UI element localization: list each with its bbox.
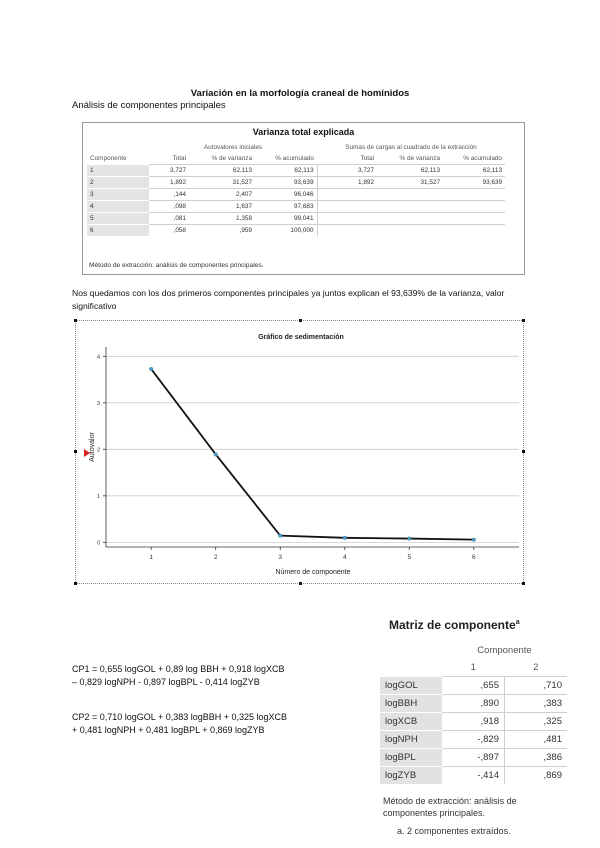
table-cell [443,201,505,213]
table-cell [317,213,377,225]
table-row [87,201,505,213]
table-cell: 62,113 [443,165,505,177]
table-cell: -,829 [442,731,505,749]
table-cell: -,414 [442,767,505,785]
column-header: % acumulado [275,155,314,162]
x-tick-labels [149,547,476,561]
x-tick-label: 4 [342,554,347,561]
table-cell: 99,041 [255,213,317,225]
table-cell: 31,527 [189,177,255,189]
table-cell: ,918 [442,713,505,731]
column-header: 1 [470,662,476,673]
x-tick-label: 3 [278,554,283,561]
data-point [214,453,218,457]
row-label: logGOL [380,677,442,695]
header-spacer [87,142,149,153]
table-cell: ,890 [442,695,505,713]
table-cell [377,189,443,201]
table-cell: ,098 [149,201,189,213]
table-cell: 3,727 [317,165,377,177]
table-cell [377,225,443,237]
table-cell: 62,113 [189,165,255,177]
eigenvalue-series-line [151,369,474,540]
document-title: Variación en la morfología craneal de homínidos [190,88,410,99]
matrix-title-superscript: a [515,619,520,626]
equation-cp1 [72,663,372,689]
header-spacer [380,642,442,659]
table-cell: ,655 [442,677,505,695]
table-row [87,189,505,201]
table-cell: ,869 [505,767,568,785]
y-tick-label: 2 [96,447,100,454]
table-cell: ,325 [505,713,568,731]
x-tick-label: 1 [149,554,153,561]
row-label: 4 [87,201,149,213]
column-header: % de varianza [399,155,440,162]
row-label: logBBH [380,695,442,713]
x-tick-label: 6 [472,554,476,561]
variance-table [82,122,525,275]
table-cell: 62,113 [377,165,443,177]
row-label: logXCB [380,713,442,731]
table-cell: 97,683 [255,201,317,213]
variance-table-footnote: Método de extracción: análisis de componentes principales. [89,262,264,269]
table-cell: 100,000 [255,225,317,237]
y-tick-label: 1 [96,493,100,500]
table-cell: ,058 [149,225,189,237]
column-header: Componente [90,155,127,162]
y-tick-label: 4 [96,354,100,361]
header-group-component: Componente [477,645,532,656]
y-tick-labels [97,354,106,546]
table-cell: ,144 [149,189,189,201]
table-cell: 3,727 [149,165,189,177]
equation-line: + 0,481 logNPH + 0,481 logBPL + 0,869 logZYB [72,725,265,735]
data-point [472,538,476,542]
y-tick-label: 3 [96,400,100,407]
header-spacer [380,659,442,677]
table-cell: 2,407 [189,189,255,201]
x-tick-label: 2 [213,554,218,561]
row-label: logNPH [380,731,442,749]
table-row [87,165,505,177]
table-row [380,713,567,731]
matrix-footnote: Método de extracción: análisis de componentes principales. [383,796,517,818]
table-cell [317,201,377,213]
table-cell: 1,637 [189,201,255,213]
table-cell [443,225,505,237]
table-cell [317,225,377,237]
y-tick-label: 0 [96,540,100,547]
matrix-note: a. 2 componentes extraídos. [397,826,511,836]
row-label: 3 [87,189,149,201]
component-matrix-table [380,642,567,784]
column-header: % acumulado [463,155,502,162]
table-row [87,213,505,225]
table-row [380,731,567,749]
table-cell [377,201,443,213]
table-cell: -,897 [442,749,505,767]
table-row [87,177,505,189]
row-label: logBPL [380,749,442,767]
data-point [149,367,153,371]
row-label: logZYB [380,767,442,785]
table-cell: ,959 [189,225,255,237]
table-cell: 1,892 [317,177,377,189]
table-cell: 62,113 [255,165,317,177]
table-cell [377,213,443,225]
row-label: 2 [87,177,149,189]
table-row [380,749,567,767]
table-cell: 96,046 [255,189,317,201]
equation-line: CP1 = 0,655 logGOL + 0,89 log BBH + 0,918 logXCB [72,664,285,674]
scree-plot [75,320,524,584]
header-group-initial: Autovalores iniciales [203,144,263,151]
grid-layer [106,356,519,542]
equation-cp2 [72,711,372,737]
chart-title: Gráfico de sedimentación [258,334,344,341]
variance-table-grid [87,142,505,236]
table-row [380,767,567,785]
data-point [407,537,411,541]
table-row [380,677,567,695]
row-label: 1 [87,165,149,177]
column-header: 2 [533,662,539,673]
row-label: 6 [87,225,149,237]
table-cell: ,710 [505,677,568,695]
y-axis-label: Autovalor [89,432,96,462]
column-header: Total [172,155,186,162]
table-cell: 1,892 [149,177,189,189]
row-label: 5 [87,213,149,225]
x-tick-label: 5 [407,554,412,561]
table-cell: ,481 [505,731,568,749]
matrix-title [389,618,520,632]
table-cell: ,081 [149,213,189,225]
column-header: Total [360,155,374,162]
matrix-title-text: Matriz de componente [389,618,516,632]
x-axis-label: Número de componente [275,569,351,576]
equation-line: CP2 = 0,710 logGOL + 0,383 logBBH + 0,325 logXCB [72,712,288,722]
table-cell: 1,358 [189,213,255,225]
table-row [380,695,567,713]
header-group-extraction: Sumas de cargas al cuadrado de la extracción [345,144,477,151]
comment-paragraph: Nos quedamos con los dos primeros componentes principales ya juntos explican el 93,639% de la varianza, valor significativo [72,288,505,311]
table-cell [443,189,505,201]
data-points [149,367,475,541]
table-cell [317,189,377,201]
table-cell: 93,639 [443,177,505,189]
table-cell: 93,639 [255,177,317,189]
variance-table-title: Varianza total explicada [252,127,355,137]
data-point [278,534,282,538]
document-subtitle: Análisis de componentes principales [72,100,226,111]
table-cell: ,386 [505,749,568,767]
equation-line: – 0,829 logNPH - 0,897 logBPL - 0,414 logZYB [72,677,260,687]
table-cell: 31,527 [377,177,443,189]
table-cell: ,383 [505,695,568,713]
table-row [87,225,505,237]
data-point [343,536,347,540]
column-header: % de varianza [211,155,252,162]
table-cell [443,213,505,225]
